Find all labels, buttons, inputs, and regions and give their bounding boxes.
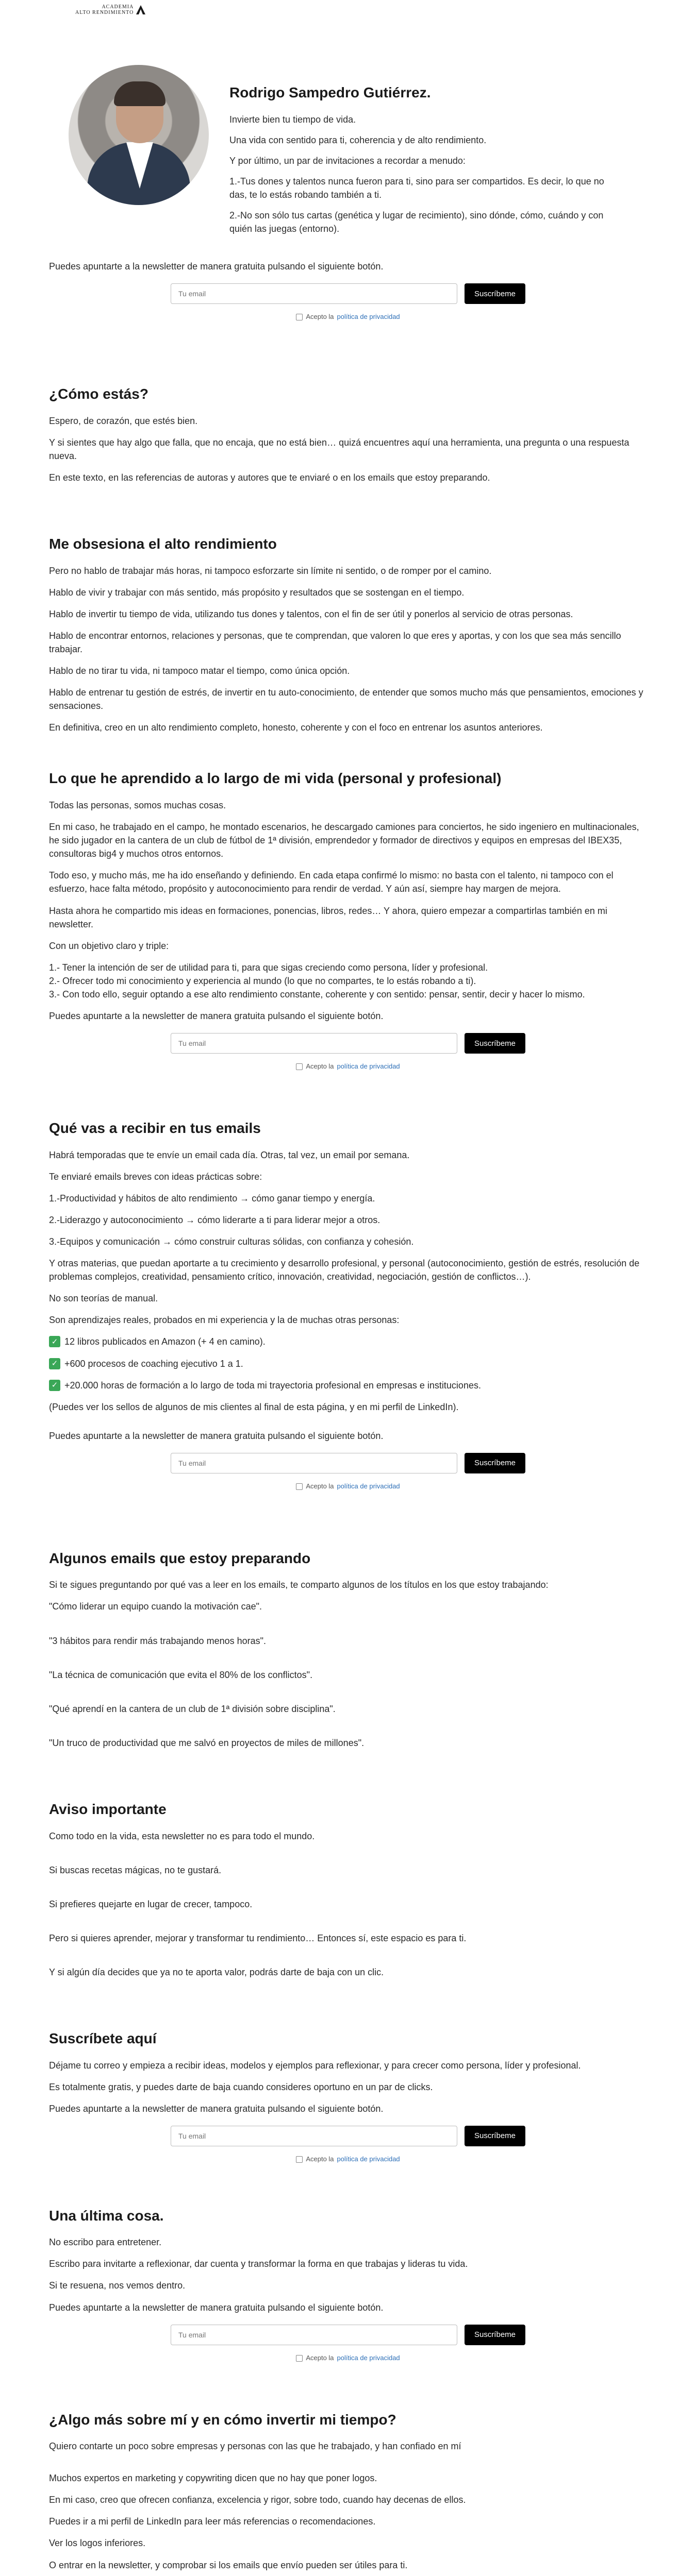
subscribe-lead: Puedes apuntarte a la newsletter de manera gratuita pulsando el siguiente botón. (49, 261, 384, 272)
check-item (49, 1335, 647, 1348)
paragraph: Si te sigues preguntando por qué vas a leer en los emails, te comparto algunos de los títulos en los que estoy trabajando: (49, 1580, 549, 1590)
privacy-prefix: Acepto la (306, 1062, 334, 1071)
paragraph: Y otras materias, que puedan aportarte a tu crecimiento y desarrollo profesional, y personal (autoconocimiento, gestión de estrés, resolución de problemas complejos, creatividad, pensamiento crítico, innovación, creatividad, negociación, gestión de conflictos…). (49, 1258, 640, 1282)
hero-line: Invierte bien tu tiempo de vida. (229, 114, 356, 125)
paragraph: Hablo de vivir y trabajar con más sentido, más propósito y resultados que se sostengan en el tiempo. (49, 587, 465, 598)
paragraph: Ver los logos inferiores. (49, 2538, 146, 2549)
paragraph: Todo eso, y mucho más, me ha ido enseñando y definiendo. En cada etapa confirmé lo mismo: no basta con el talento, ni tampoco con el esfuerzo, hace falta método, propósito y autoconocimiento para rendir de verdad. Y aún así, siempre hay margen de mejora. (49, 870, 614, 894)
subscribe-button[interactable]: Suscríbeme (465, 1033, 525, 1054)
section-algo-mas (49, 2363, 647, 2576)
section-preparando (49, 1492, 647, 1750)
paragraph: 2.-Liderazgo y autoconocimiento → cómo liderarte a ti para liderar mejor a otros. (49, 1214, 380, 1225)
paragraph: 1.-Productividad y hábitos de alto rendimiento → cómo ganar tiempo y energía. (49, 1193, 375, 1204)
subscribe-lead: Puedes apuntarte a la newsletter de manera gratuita pulsando el siguiente botón. (49, 1011, 384, 1022)
paragraph: No escribo para entretener. (49, 2237, 162, 2248)
email-title: "Qué aprendí en la cantera de un club de 1ª división sobre disciplina". (49, 1703, 336, 1714)
check-item (49, 1379, 647, 1392)
paragraph: En mi caso, he trabajado en el campo, he montado escenarios, he descargado camiones para conciertos, he sido ingeniero en multinacionales, he sido jugador en la cantera de un club de fútbol de 1ª división, emprendedor y formador de directivos y equipos en empresas del IBEX35, consultoras big4 y muchos otros entornos. (49, 822, 639, 859)
paragraph: En definitiva, creo en un alto rendimiento completo, honesto, coherente y con el foco en entrenar los asuntos anteriores. (49, 722, 543, 733)
check-item (49, 1357, 647, 1370)
privacy-prefix: Acepto la (306, 313, 334, 321)
privacy-policy-link[interactable]: política de privacidad (337, 1062, 400, 1071)
subscribe-lead: Puedes apuntarte a la newsletter de manera gratuita pulsando el siguiente botón. (49, 2302, 384, 2313)
subscribe-form-2 (49, 1009, 647, 1072)
paragraph: No son teorías de manual. (49, 1293, 158, 1304)
check-item-text: +20.000 horas de formación a lo largo de toda mi trayectoria profesional en empresas e instituciones. (64, 1380, 481, 1391)
paragraph: Son aprendizajes reales, probados en mi experiencia y la de muchas otras personas: (49, 1315, 400, 1326)
section-title: Lo que he aprendido a lo largo de mi vida (personal y profesional) (49, 770, 502, 787)
privacy-checkbox[interactable] (296, 1063, 303, 1070)
subscribe-form-5 (49, 2301, 647, 2363)
subscribe-button[interactable]: Suscríbeme (465, 2126, 525, 2146)
paragraph: Todas las personas, somos muchas cosas. (49, 800, 226, 810)
paragraph: En este texto, en las referencias de autoras y autores que te enviaré o en los emails que estoy preparando. (49, 472, 490, 483)
checkmark-icon: ✓ (49, 1380, 60, 1391)
avatar (69, 65, 209, 205)
hero-line: Una vida con sentido para ti, coherencia y de alto rendimiento. (229, 134, 487, 145)
subscribe-button[interactable]: Suscríbeme (465, 2325, 525, 2345)
privacy-prefix: Acepto la (306, 1482, 334, 1490)
paragraph: O entrar en la newsletter, y comprobar si los emails que envío pueden ser útiles para ti. (49, 2560, 408, 2570)
paragraph: Hasta ahora he compartido mis ideas en formaciones, ponencias, libros, redes… Y ahora, quiero empezar a compartirlas también en mi newsletter. (49, 905, 607, 929)
privacy-consent (49, 2353, 647, 2363)
paragraph: Hablo de invertir tu tiempo de vida, utilizando tus dones y talentos, con el fin de ser útil y ponerlos al servicio de otras personas. (49, 608, 573, 619)
paragraph: Con un objetivo claro y triple: (49, 940, 169, 951)
paragraph: Pero no hablo de trabajar más horas, ni tampoco esforzarte sin límite ni sentido, o de romper por el camino. (49, 565, 492, 576)
hero-line: 1.-Tus dones y talentos nunca fueron para ti, sino para ser compartidos. Es decir, lo que no das, te lo estás robando también a ti. (229, 176, 604, 200)
paragraph: Si buscas recetas mágicas, no te gustará. (49, 1865, 222, 1875)
paragraph: Espero, de corazón, que estés bien. (49, 415, 198, 426)
privacy-policy-link[interactable]: política de privacidad (337, 2353, 400, 2362)
paragraph: Puedes ir a mi perfil de LinkedIn para leer más referencias o recomendaciones. (49, 2516, 376, 2527)
brand-line-2: ALTO RENDIMIENTO (75, 10, 134, 15)
paragraph: Si prefieres quejarte en lugar de crecer, tampoco. (49, 1899, 253, 1909)
privacy-consent (49, 2155, 647, 2164)
paragraph: Muchos expertos en marketing y copywriting dicen que no hay que poner logos. (49, 2473, 377, 2484)
paragraph: 1.- Tener la intención de ser de utilidad para ti, para que sigas creciendo como persona, líder y profesional. (49, 962, 488, 973)
paragraph: Escribo para invitarte a reflexionar, dar cuenta y transformar la forma en que trabajas y lideras tu vida. (49, 2259, 468, 2269)
section-ultima (49, 2164, 647, 2293)
section-como-estas (49, 322, 647, 484)
privacy-checkbox[interactable] (296, 314, 303, 320)
privacy-policy-link[interactable]: política de privacidad (337, 313, 400, 321)
paragraph: Si te resuena, nos vemos dentro. (49, 2280, 186, 2291)
subscribe-button[interactable]: Suscríbeme (465, 283, 525, 304)
section-aprendido (49, 742, 647, 1001)
brand-a-icon (136, 5, 146, 15)
subscribe-lead: Puedes apuntarte a la newsletter de manera gratuita pulsando el siguiente botón. (49, 2103, 384, 2114)
paragraph: Hablo de no tirar tu vida, ni tampoco matar el tiempo, como única opción. (49, 665, 350, 676)
section-title: Aviso importante (49, 1801, 167, 1817)
paragraph: Te enviaré emails breves con ideas prácticas sobre: (49, 1171, 262, 1182)
paragraph: Déjame tu correo y empieza a recibir ideas, modelos y ejemplos para reflexionar, y para crecer como persona, líder y profesional. (49, 2060, 581, 2071)
subscribe-button[interactable]: Suscríbeme (465, 1453, 525, 1473)
privacy-consent (49, 312, 647, 322)
privacy-prefix: Acepto la (306, 2353, 334, 2362)
section-title: ¿Algo más sobre mí y en cómo invertir mi tiempo? (49, 2411, 396, 2428)
hero-title: Rodrigo Sampedro Gutiérrez. (229, 84, 431, 100)
hero-text (229, 65, 621, 260)
section-obsesiona (49, 493, 647, 734)
check-item-text: 12 libros publicados en Amazon (+ 4 en camino). (64, 1336, 266, 1347)
subscribe-lead: Puedes apuntarte a la newsletter de manera gratuita pulsando el siguiente botón. (49, 1430, 384, 1441)
paragraph: Hablo de encontrar entornos, relaciones y personas, que te comprendan, que valoren lo que eres y aportas, y con los que sea más sencillo trabajar. (49, 630, 621, 654)
section-aviso (49, 1758, 647, 1979)
brand-logo[interactable] (75, 4, 146, 15)
section-title: Algunos emails que estoy preparando (49, 1550, 311, 1566)
privacy-policy-link[interactable]: política de privacidad (337, 1482, 400, 1490)
privacy-prefix: Acepto la (306, 2155, 334, 2163)
brand-text (75, 4, 134, 15)
email-input[interactable] (171, 2126, 457, 2146)
privacy-checkbox[interactable] (296, 2355, 303, 2362)
paragraph: Pero si quieres aprender, mejorar y transformar tu rendimiento… Entonces sí, este espacio es para ti. (49, 1933, 467, 1943)
hero-line: Y por último, un par de invitaciones a recordar a menudo: (229, 155, 466, 166)
paragraph: Como todo en la vida, esta newsletter no es para todo el mundo. (49, 1831, 315, 1841)
section-title: Me obsesiona el alto rendimiento (49, 535, 277, 552)
subscribe-form-3 (49, 1429, 647, 1492)
section-title: Qué vas a recibir en tus emails (49, 1120, 261, 1136)
paragraph: En mi caso, creo que ofrecen confianza, excelencia y rigor, sobre todo, cuando hay decenas de ellos. (49, 2495, 466, 2505)
privacy-checkbox[interactable] (296, 1483, 303, 1490)
paragraph: Es totalmente gratis, y puedes darte de baja cuando consideres oportuno en un par de clicks. (49, 2081, 433, 2092)
section-title: ¿Cómo estás? (49, 385, 148, 402)
checkmark-icon: ✓ (49, 1336, 60, 1347)
section-recibir (49, 1072, 647, 1414)
section-title: Una última cosa. (49, 2207, 164, 2224)
paragraph: Hablo de entrenar tu gestión de estrés, de invertir en tu auto-conocimiento, de entender que somos mucho más que pensamientos, emociones y sensaciones. (49, 687, 643, 711)
paragraph: 3.-Equipos y comunicación → cómo construir culturas sólidas, con confianza y cohesión. (49, 1236, 414, 1247)
email-title: "3 hábitos para rendir más trabajando menos horas". (49, 1635, 267, 1646)
paragraph: Quiero contarte un poco sobre empresas y personas con las que he trabajado, y han confiado en mí (49, 2441, 461, 2452)
top-header (0, 0, 696, 18)
privacy-consent (49, 1482, 647, 1492)
privacy-checkbox[interactable] (296, 2156, 303, 2163)
check-item-text: +600 procesos de coaching ejecutivo 1 a 1. (64, 1358, 243, 1369)
brand-line-1: ACADEMIA (102, 4, 134, 10)
checkmark-icon: ✓ (49, 1358, 60, 1369)
privacy-policy-link[interactable]: política de privacidad (337, 2155, 400, 2163)
paragraph: Y si algún día decides que ya no te aporta valor, podrás darte de baja con un clic. (49, 1967, 384, 1977)
subscribe-form-1 (49, 260, 647, 322)
section-title: Suscríbete aquí (49, 2030, 157, 2046)
email-input[interactable] (171, 283, 457, 304)
privacy-consent (49, 1062, 647, 1072)
subscribe-form-4 (49, 2102, 647, 2164)
section-suscribete (49, 1987, 647, 2094)
email-title: "La técnica de comunicación que evita el 80% de los conflictos". (49, 1669, 313, 1680)
paragraph: (Puedes ver los sellos de algunos de mis clientes al final de esta página, y en mi perfil de LinkedIn). (49, 1401, 459, 1412)
hero-line: 2.-No son sólo tus cartas (genética y lugar de recimiento), sino dónde, cómo, cuándo y con quién las juegas (entorno). (229, 210, 604, 234)
paragraph: 2.- Ofrecer todo mi conocimiento y experiencia al mundo (lo que no compartes, te lo estás robando a ti). (49, 975, 476, 986)
email-input[interactable] (171, 2325, 457, 2345)
paragraph: 3.- Con todo ello, seguir optando a ese alto rendimiento constante, coherente y con sentido: pensar, sentir, decir y hacer lo mismo. (49, 989, 585, 999)
email-input[interactable] (171, 1033, 457, 1054)
paragraph: Habrá temporadas que te envíe un email cada día. Otras, tal vez, un email por semana. (49, 1149, 410, 1160)
email-title: "Cómo liderar un equipo cuando la motivación cae". (49, 1601, 262, 1612)
paragraph: Y si sientes que hay algo que falla, que no encaja, que no está bien… quizá encuentres aquí una herramienta, una pregunta o una respuesta nueva. (49, 437, 629, 461)
hero (49, 18, 647, 260)
email-title: "Un truco de productividad que me salvó en proyectos de miles de millones". (49, 1737, 364, 1748)
email-input[interactable] (171, 1453, 457, 1473)
